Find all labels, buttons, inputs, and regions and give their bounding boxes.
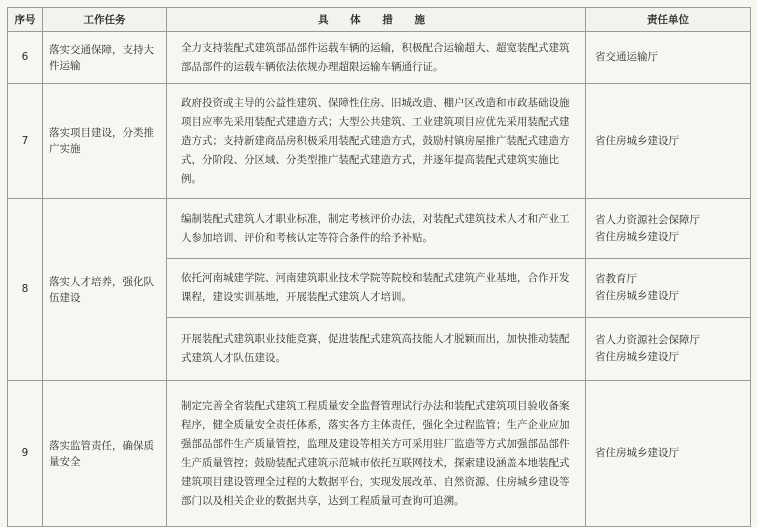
row-measure: 开展装配式建筑职业技能竞赛，促进装配式建筑高技能人才脱颖而出，加快推动装配式建筑人才队伍建设。	[167, 318, 586, 381]
row-measure: 全力支持装配式建筑部品部件运载车辆的运输，积极配合运输超大、超宽装配式建筑部品部件的运载车辆依法依规办理超限运输车辆通行证。	[167, 32, 586, 84]
unit-line: 省住房城乡建设厅	[595, 290, 679, 302]
table-row	[8, 84, 751, 199]
unit-line: 省住房城乡建设厅	[595, 230, 679, 243]
unit-line: 省人力资源社会保障厅	[595, 334, 700, 346]
row-task: 落实交通保障，支持大件运输	[43, 32, 167, 84]
header-seq: 序号	[8, 8, 43, 32]
row-unit: 省住房城乡建设厅	[586, 84, 751, 199]
row-unit: 省交通运输厅	[586, 32, 751, 84]
table-row	[8, 199, 751, 259]
row-task: 落实项目建设，分类推广实施	[43, 84, 167, 199]
row-unit	[586, 199, 751, 259]
row-task: 落实人才培养，强化队伍建设	[43, 199, 167, 381]
row-seq: 9	[8, 381, 43, 527]
row-seq: 6	[8, 32, 43, 84]
row-measure: 依托河南城建学院、河南建筑职业技术学院等院校和装配式建筑产业基地，合作开发课程，建设实训基地，开展装配式建筑人才培训。	[167, 259, 586, 318]
table-header-row	[8, 8, 751, 32]
row-seq: 7	[8, 84, 43, 199]
row-seq: 8	[8, 199, 43, 381]
row-unit	[586, 318, 751, 381]
unit-line: 省人力资源社会保障厅	[595, 213, 700, 226]
row-measure: 政府投资或主导的公益性建筑、保障性住房、旧城改造、棚户区改造和市政基础设施项目应率先采用装配式建造方式；大型公共建筑、工业建筑项目应优先采用装配式建造方式；支持新建商品房积极采用装配式建造方式，鼓励村镇房屋推广装配式建造方式，分阶段、分区域、分类型推广装配式建造方式，并逐年提高装配式建筑实施比例。	[167, 84, 586, 199]
measures-table	[7, 7, 751, 527]
row-measure: 编制装配式建筑人才职业标准，制定考核评价办法，对装配式建筑技术人才和产业工人参加培训、评价和考核认定等符合条件的给予补贴。	[167, 199, 586, 259]
row-task: 落实监管责任，确保质量安全	[43, 381, 167, 527]
table-row	[8, 381, 751, 527]
unit-line: 省教育厅	[595, 273, 637, 285]
table-row	[8, 32, 751, 84]
row-measure: 制定完善全省装配式建筑工程质量安全监督管理试行办法和装配式建筑项目验收备案程序，健全质量安全责任体系，落实各方主体责任，强化全过程监管；生产企业应加强部品部件生产质量管控，监理及建设等相关方可采用驻厂监造等方式加强部品部件生产质量管控；鼓励装配式建筑示范城市依托互联网技术，探索建设涵盖本地装配式建筑项目建设管理全过程的大数据平台，实现发展改革、自然资源、住房城乡建设等部门以及相关企业的数据共享，达到工程质量可查询可追溯。	[167, 381, 586, 527]
row-unit	[586, 259, 751, 318]
header-task: 工作任务	[43, 8, 167, 32]
unit-line: 省住房城乡建设厅	[595, 351, 679, 363]
header-measure: 具 体 措 施	[167, 8, 586, 32]
header-unit: 责任单位	[586, 8, 751, 32]
row-unit: 省住房城乡建设厅	[586, 381, 751, 527]
